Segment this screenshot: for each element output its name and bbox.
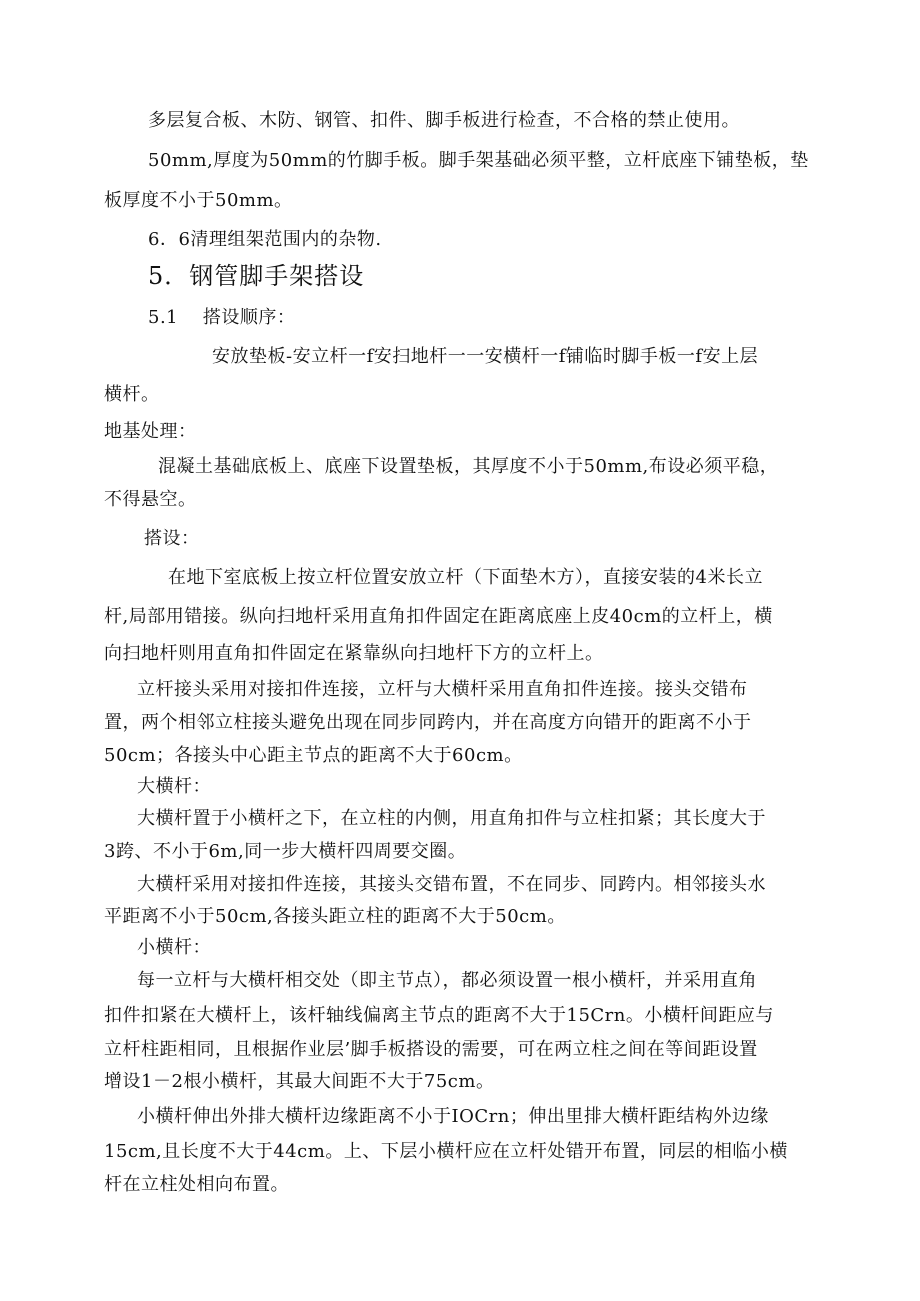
label-erection: 搭设： bbox=[144, 528, 200, 549]
paragraph-line-small-crossbar-overhang: 小横杆伸出外排大横杆边缘距离不小于IOCrn；伸出里排大横杆距结构外边缘 bbox=[137, 1106, 769, 1127]
paragraph-line-large-crossbar-joint: 大横杆采用对接扣件连接，其接头交错布置，不在同步、同跨内。相邻接头水 bbox=[137, 874, 766, 895]
paragraph-line-sequence-end: 横杆。 bbox=[104, 384, 160, 405]
section-heading-scaffold-erection: 5．钢管脚手架搭设 bbox=[148, 262, 365, 290]
label-small-crossbar: 小横杆： bbox=[137, 937, 211, 958]
paragraph-line-pole-joint: 立杆接头采用对接扣件连接，立杆与大横杆采用直角扣件连接。接头交错布 bbox=[137, 679, 748, 700]
paragraph-line-joint-offset: 置，两个相邻立柱接头避免出现在同步同跨内，并在高度方向错开的距离不小于 bbox=[104, 712, 752, 733]
paragraph-line-transverse-sweep: 向扫地杆则用直角扣件固定在紧靠纵向扫地杆下方的立杆上。 bbox=[104, 643, 604, 664]
paragraph-line-bamboo-board: 50mm,厚度为50mm的竹脚手板。脚手架基础必须平整，立杆底座下铺垫板，垫 bbox=[148, 150, 809, 171]
label-large-crossbar: 大横杆： bbox=[137, 776, 211, 797]
paragraph-line-joint-distance: 50cm；各接头中心距主节点的距离不大于60cm。 bbox=[104, 745, 523, 766]
label-foundation-treatment: 地基处理： bbox=[104, 421, 197, 442]
paragraph-line-large-crossbar-position: 大横杆置于小横杆之下，在立柱的内侧，用直角扣件与立柱扣紧；其长度大于 bbox=[137, 808, 766, 829]
paragraph-line-small-crossbar-facing: 杆在立柱处相向布置。 bbox=[104, 1174, 289, 1195]
paragraph-line-basement-poles: 在地下室底板上按立杆位置安放立杆（下面垫木方），直接安装的4米长立 bbox=[168, 567, 763, 588]
paragraph-line-clean-area: 6．6清理组架范围内的杂物. bbox=[148, 229, 382, 250]
paragraph-line-small-crossbar-extra: 增设1－2根小横杆，其最大间距不大于75cm。 bbox=[104, 1071, 495, 1092]
paragraph-line-no-suspend: 不得悬空。 bbox=[104, 489, 197, 510]
paragraph-line-materials-check: 多层复合板、木防、钢管、扣件、脚手板进行检查，不合格的禁止使用。 bbox=[148, 110, 740, 131]
subsection-heading-erection-order: 5.1 搭设顺序： bbox=[148, 307, 296, 328]
paragraph-line-small-crossbar-node: 每一立杆与大横杆相交处（即主节点），都必须设置一根小横杆，并采用直角 bbox=[137, 970, 757, 991]
paragraph-line-sweep-pole: 杆,局部用错接。纵向扫地杆采用直角扣件固定在距离底座上皮40cm的立杆上，横 bbox=[104, 606, 773, 627]
paragraph-line-sequence: 安放垫板-安立杆一f安扫地杆一一安横杆一f铺临时脚手板一f安上层 bbox=[212, 346, 759, 367]
paragraph-line-foundation-pad: 混凝土基础底板上、底座下设置垫板，其厚度不小于50mm,布设必须平稳， bbox=[158, 456, 779, 477]
paragraph-line-large-crossbar-length: 3跨、不小于6m,同一步大横杆四周要交圈。 bbox=[104, 841, 467, 862]
paragraph-line-small-crossbar-length: 15cm,且长度不大于44cm。上、下层小横杆应在立杆处错开布置，同层的相临小横 bbox=[104, 1141, 788, 1162]
paragraph-line-small-crossbar-offset: 扣件扣紧在大横杆上，该杆轴线偏离主节点的距离不大于15Crn。小横杆间距应与 bbox=[104, 1005, 774, 1026]
paragraph-line-board-thickness: 板厚度不小于50mm。 bbox=[104, 190, 293, 211]
paragraph-line-large-crossbar-distance: 平距离不小于50cm,各接头距立柱的距离不大于50cm。 bbox=[104, 906, 566, 927]
paragraph-line-small-crossbar-spacing: 立杆柱距相同，且根据作业层’脚手板搭设的需要，可在两立柱之间在等间距设置 bbox=[104, 1039, 758, 1060]
